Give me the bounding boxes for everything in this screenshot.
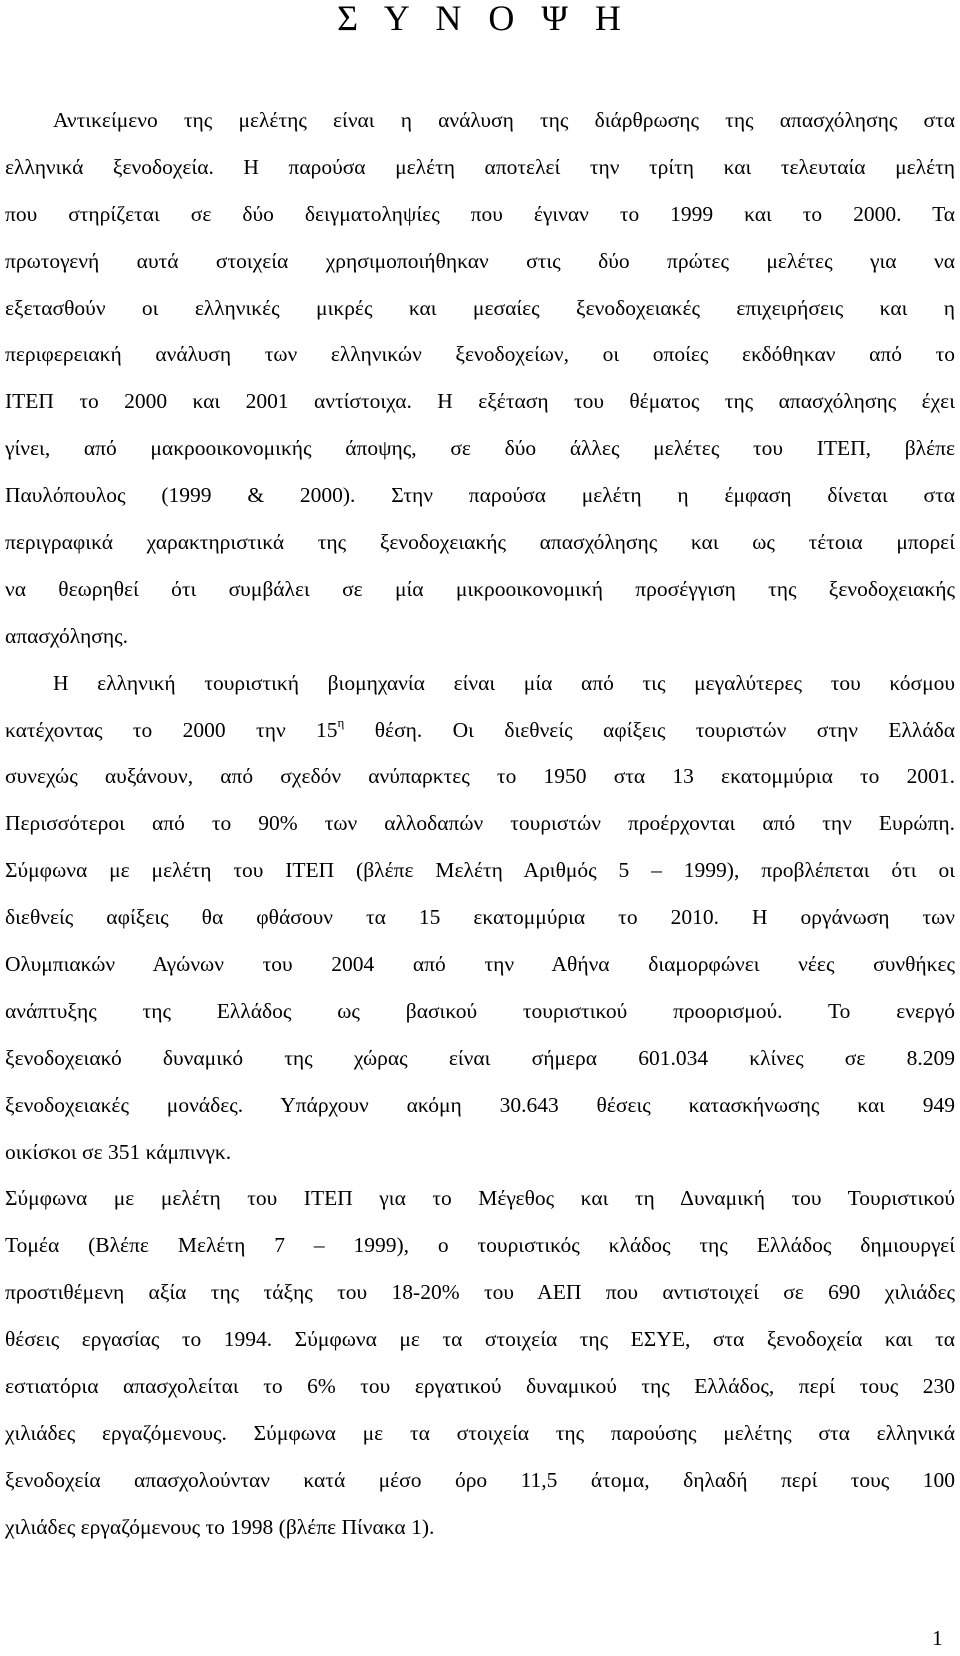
text-line: Η ελληνική τουριστική βιομηχανία είναι μία από τις μεγαλύτερες του κόσμου	[53, 670, 955, 695]
text-line: γίνει, από μακροοικονομικής άποψης, σε δύο άλλες μελέτες του ΙΤΕΠ, βλέπε	[5, 436, 955, 461]
text-line: απασχόλησης.	[5, 623, 128, 648]
text-line: ανάπτυξης της Ελλάδος ως βασικού τουριστικού προορισμού. Το ενεργό	[5, 998, 955, 1023]
page-number: 1	[932, 1626, 943, 1650]
text-line: Περισσότεροι από το 90% των αλλοδαπών τουριστών προέρχονται από την Ευρώπη.	[5, 811, 955, 836]
text-line: εξετασθούν οι ελληνικές μικρές και μεσαίες ξενοδοχειακές επιχειρήσεις και η	[5, 295, 955, 320]
text-line: περιφερειακή ανάλυση των ελληνικών ξενοδοχείων, οι οποίες εκδόθηκαν από το	[5, 342, 955, 367]
text-line: Σύμφωνα με μελέτη του ΙΤΕΠ για το Μέγεθος και τη Δυναμική του Τουριστικού	[5, 1186, 955, 1211]
text-line: οικίσκοι σε 351 κάμπινγκ.	[5, 1139, 232, 1164]
text-line: θέσεις εργασίας το 1994. Σύμφωνα με τα στοιχεία της ΕΣΥΕ, στα ξενοδοχεία και τα	[5, 1327, 955, 1352]
page-title: Σ Υ Ν Ο Ψ Η	[337, 0, 623, 38]
text-line: ελληνικά ξενοδοχεία. Η παρούσα μελέτη αποτελεί την τρίτη και τελευταία μελέτη	[5, 154, 955, 179]
text-line: Σύμφωνα με μελέτη του ΙΤΕΠ (βλέπε Μελέτη Αριθμός 5 – 1999), προβλέπεται ότι οι	[5, 858, 955, 883]
text-line: Αντικείμενο της μελέτης είναι η ανάλυση της διάρθρωσης της απασχόλησης στα	[53, 108, 955, 132]
text-line: ξενοδοχεία απασχολούνταν κατά μέσο όρο 11,5 άτομα, δηλαδή περί τους 100	[5, 1467, 955, 1492]
text-line: προστιθέμενη αξία της τάξης του 18-20% του ΑΕΠ που αντιστοιχεί σε 690 χιλιάδες	[5, 1280, 955, 1305]
text-line: Ολυμπιακών Αγώνων του 2004 από την Αθήνα διαμορφώνει νέες συνθήκες	[5, 952, 955, 977]
text-line: διεθνείς αφίξεις θα φθάσουν τα 15 εκατομμύρια το 2010. Η οργάνωση των	[5, 905, 955, 930]
text-line: να θεωρηθεί ότι συμβάλει σε μία μικροοικονομική προσέγγιση της ξενοδοχειακής	[5, 576, 955, 601]
text-line: περιγραφικά χαρακτηριστικά της ξενοδοχειακής απασχόλησης και ως τέτοια μπορεί	[5, 530, 955, 555]
text-line: χιλιάδες εργαζόμενους. Σύμφωνα με τα στοιχεία της παρούσης μελέτης στα ελληνικά	[5, 1420, 955, 1445]
text-line: που στηρίζεται σε δύο δειγματοληψίες που έγιναν το 1999 και το 2000. Τα	[5, 201, 955, 226]
text-line: ξενοδοχειακές μονάδες. Υπάρχουν ακόμη 30.643 θέσεις κατασκήνωσης και 949	[5, 1092, 955, 1117]
superscript: η	[337, 714, 345, 730]
text-line: εστιατόρια απασχολείται το 6% του εργατικού δυναμικού της Ελλάδος, περί τους 230	[5, 1374, 955, 1399]
synopsis-body	[5, 97, 955, 1551]
text-line: Τομέα (Βλέπε Μελέτη 7 – 1999), ο τουριστικός κλάδος της Ελλάδος δημιουργεί	[5, 1233, 955, 1258]
text-line: πρωτογενή αυτά στοιχεία χρησιμοποιήθηκαν στις δύο πρώτες μελέτες για να	[5, 248, 955, 273]
text-line: συνεχώς αυξάνουν, από σχεδόν ανύπαρκτες το 1950 στα 13 εκατομμύρια το 2001.	[5, 764, 955, 789]
text-line: χιλιάδες εργαζόμενους το 1998 (βλέπε Πίνακα 1).	[5, 1514, 435, 1539]
text-line: Παυλόπουλος (1999 & 2000). Στην παρούσα μελέτη η έμφαση δίνεται στα	[5, 483, 955, 508]
text-line: ΙΤΕΠ το 2000 και 2001 αντίστοιχα. Η εξέταση του θέματος της απασχόλησης έχει	[5, 389, 955, 414]
text-line: κατέχοντας το 2000 την $15^\eta$ θέση. Οι διεθνείς αφίξεις τουριστών στην Ελλάδα	[5, 714, 955, 742]
text-line: ξενοδοχειακό δυναμικό της χώρας είναι σήμερα 601.034 κλίνες σε 8.209	[5, 1045, 955, 1070]
